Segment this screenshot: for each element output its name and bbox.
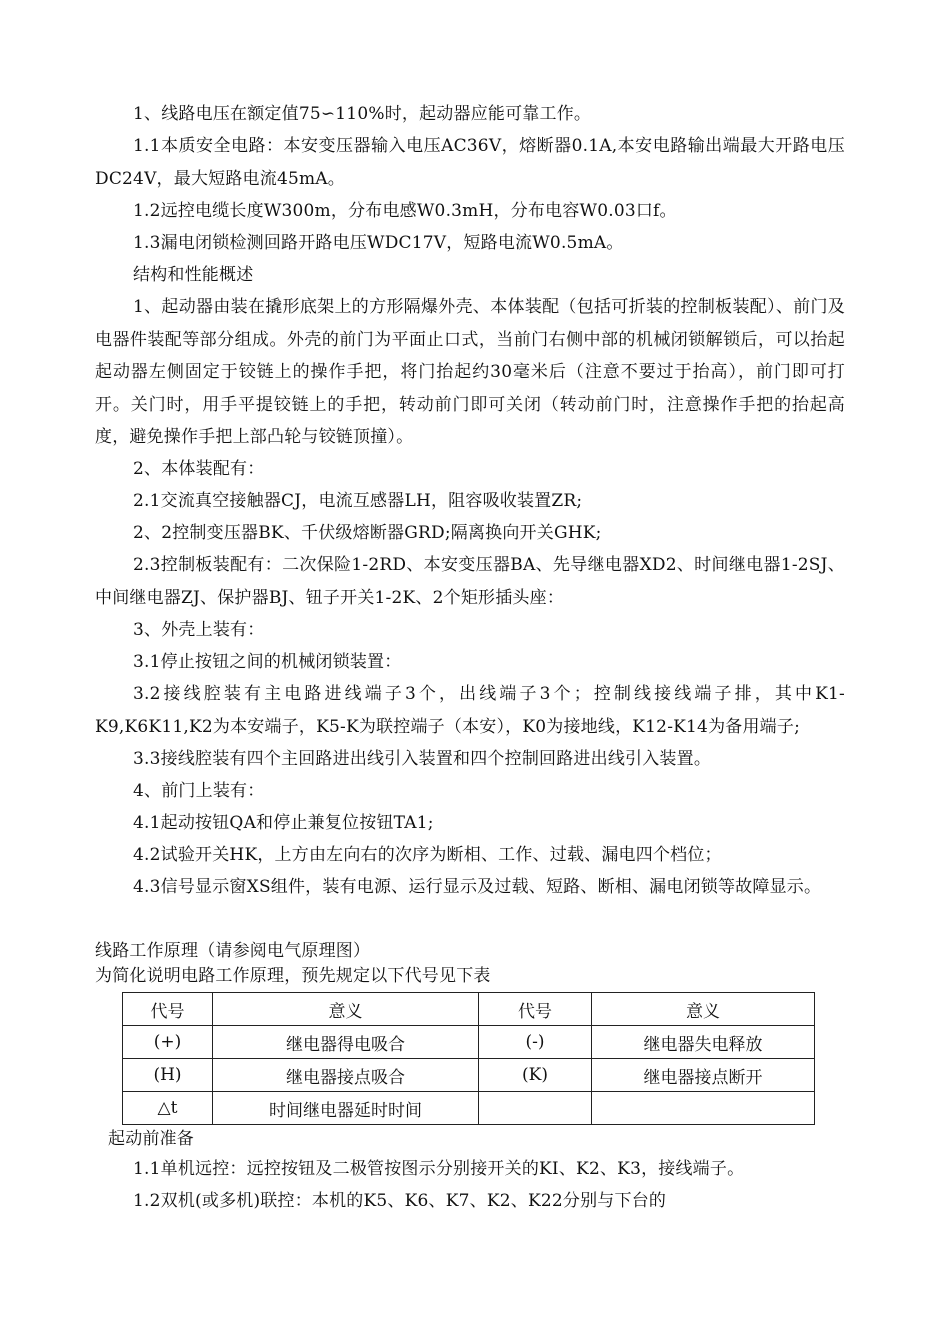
table-row xyxy=(123,1059,815,1092)
table-header-row xyxy=(123,993,815,1026)
table-header-cell: 意义 xyxy=(213,993,479,1026)
paragraph-contactor: 2.1交流真空接触器CJ，电流互感器LH，阻容吸收装置ZR; xyxy=(133,491,583,511)
paragraph-lead-in: 3.3接线腔装有四个主回路进出线引入装置和四个控制回路进出线引入装置。 xyxy=(133,749,712,769)
paragraph-mechanical-lock: 3.1停止按钮之间的机械闭锁装置： xyxy=(133,652,402,672)
code-table xyxy=(122,992,815,1125)
table-cell: 继电器得电吸合 xyxy=(213,1026,479,1059)
table-header-cell: 代号 xyxy=(479,993,592,1026)
table-cell: 时间继电器延时时间 xyxy=(213,1092,479,1125)
table-header-cell: 意义 xyxy=(592,993,815,1026)
table-header-cell: 代号 xyxy=(123,993,213,1026)
paragraph-signal-window: 4.3信号显示窗XS组件，装有电源、运行显示及过载、短路、断相、漏电闭锁等故障显示。 xyxy=(133,877,822,897)
table-row xyxy=(123,1092,815,1125)
paragraph-test-switch: 4.2试验开关HK，上方由左向右的次序为断相、工作、过载、漏电四个档位； xyxy=(133,845,722,865)
paragraph-codes-intro: 为简化说明电路工作原理，预先规定以下代号见下表 xyxy=(95,966,491,986)
paragraph-voltage-range: 1、线路电压在额定值75∽110%时，起动器应能可靠工作。 xyxy=(133,104,592,124)
paragraph-dual-control: 1.2双机(或多机)联控：本机的K5、K6、K7、K2、K22分别与下台的 xyxy=(133,1191,667,1211)
paragraph-transformer: 2、2控制变压器BK、千伏级熔断器GRD;隔离换向开关GHK; xyxy=(133,523,602,543)
paragraph-housing-description: 1、起动器由装在撬形底架上的方形隔爆外壳、本体装配（包括可折装的控制板装配）、前门及电器件装配等部分组成。外壳的前门为平面止口式，当前门右侧中部的机械闭锁解锁后，可以抬起起动器左侧固定于铰链上的操作手把，将门抬起约30毫米后（注意不要过于抬高），前门即可打开。关门时，用手平提铰链上的手把，转动前门即可关闭（转动前门时，注意操作手把的抬起高度，避免操作手把上部凸轮与铰链顶撞）。 xyxy=(95,297,845,447)
table-cell xyxy=(479,1092,592,1125)
paragraph-control-board: 2.3控制板装配有：二次保险1-2RD、本安变压器BA、先导继电器XD2、时间继电器1-2SJ、中间继电器ZJ、保护器BJ、钮子开关1-2K、2个矩形插头座： xyxy=(95,555,845,608)
paragraph-buttons: 4.1起动按钮QA和停止兼复位按钮TA1; xyxy=(133,813,434,833)
table-cell: (K) xyxy=(479,1059,592,1092)
table-cell: 继电器接点断开 xyxy=(592,1059,815,1092)
section-heading-circuit: 线路工作原理（请参阅电气原理图） xyxy=(95,941,371,961)
paragraph-remote-cable: 1.2远控电缆长度W300m，分布电感W0.3mH，分布电容W0.03口f。 xyxy=(133,201,677,221)
section-heading-structure: 结构和性能概述 xyxy=(133,265,254,285)
table-cell: (H) xyxy=(123,1059,213,1092)
table-cell: (-) xyxy=(479,1026,592,1059)
paragraph-terminals: 3.2接线腔装有主电路进线端子3个，出线端子3个；控制线接线端子排，其中K1-K9,K6K11,K2为本安端子，K5-K为联控端子（本安），K0为接地线，K12-K14为备用端子; xyxy=(95,684,845,737)
paragraph-body-assembly: 2、本体装配有： xyxy=(133,459,265,479)
table-row xyxy=(123,1026,815,1059)
paragraph-leakage-lock: 1.3漏电闭锁检测回路开路电压WDC17V，短路电流W0.5mA。 xyxy=(133,233,624,253)
paragraph-housing-mounts: 3、外壳上装有： xyxy=(133,620,265,640)
table-cell: (+) xyxy=(123,1026,213,1059)
table-cell: 继电器失电释放 xyxy=(592,1026,815,1059)
section-heading-prestart: 起动前准备 xyxy=(108,1129,194,1149)
paragraph-front-door: 4、前门上装有： xyxy=(133,781,265,801)
table-cell: 继电器接点吸合 xyxy=(213,1059,479,1092)
paragraph-intrinsic-safety: 1.1本质安全电路：本安变压器输入电压AC36V，熔断器0.1A,本安电路输出端最大开路电压DC24V，最大短路电流45mA。 xyxy=(95,136,845,189)
table-cell: △t xyxy=(123,1092,213,1125)
table-cell xyxy=(592,1092,815,1125)
paragraph-single-remote: 1.1单机远控：远控按钮及二极管按图示分别接开关的KI、K2、K3，接线端子。 xyxy=(133,1159,745,1179)
